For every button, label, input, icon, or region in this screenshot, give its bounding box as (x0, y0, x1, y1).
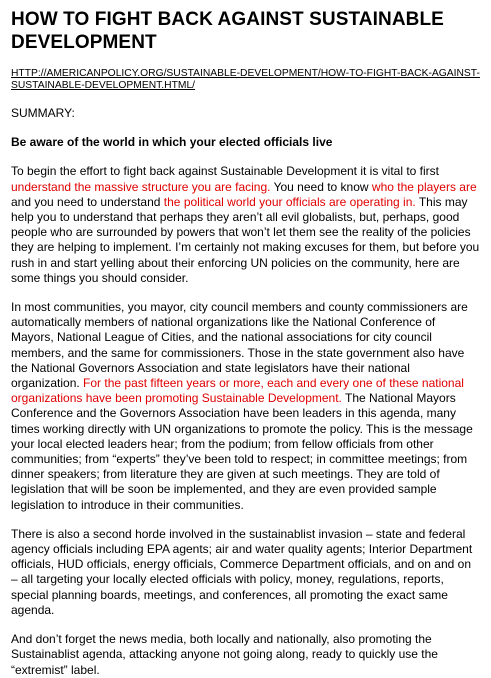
source-link[interactable]: HTTP://AMERICANPOLICY.ORG/SUSTAINABLE-DEVELOPMENT/HOW-TO-FIGHT-BACK-AGAINST-SUSTAINABLE-DEVELOPMENT.HTML/ (11, 68, 480, 91)
document-title: HOW TO FIGHT BACK AGAINST SUSTAINABLE DEVELOPMENT (11, 9, 444, 53)
body-paragraph (11, 300, 480, 513)
paragraph-text: and you need to understand (11, 194, 164, 209)
highlighted-text: the political world your officials are operating in. (163, 194, 416, 209)
body-paragraph (11, 632, 480, 678)
body-text (11, 164, 480, 677)
paragraph-text: In most communities, you mayor, city council members and county commissioners are automatically members of national organizations like the National Conference of Mayors, National League of Cities, and the national associations for city council members, and the same for commissioners. Those in the state government also have the National Governors Association and state legislators have their national organization. (11, 300, 468, 391)
paragraph-text: You need to know (270, 179, 372, 194)
body-paragraph (11, 527, 480, 618)
section-subheading: Be aware of the world in which your elected officials live (11, 135, 333, 150)
highlighted-text: who the players are (371, 179, 477, 194)
paragraph-text: And don’t forget the news media, both locally and nationally, also promoting the Sustainablist agenda, attacking anyone not going along, ready to quickly use the “extremist” label. (11, 632, 438, 677)
highlighted-text: understand the massive structure you are facing. (11, 179, 271, 194)
paragraph-text: To begin the effort to fight back against Sustainable Development it is vital to first (11, 164, 440, 179)
body-paragraph (11, 164, 480, 286)
highlighted-text: For the past fifteen years or more, each and every one of these national organizations have been promoting Sustainable Development. (11, 376, 464, 406)
summary-label: SUMMARY: (11, 106, 75, 120)
paragraph-text: There is also a second horde involved in the sustainablist invasion – state and federal agency officials including EPA agents; air and water quality agents; Interior Department officials, HUD officials, energy officials, Commerce Department officials, and on and on – all targeting your locally elected officials with policy, money, regulations, reports, special planning boards, meetings, and conferences, all promoting the exact same agenda. (11, 526, 473, 617)
paragraph-text: The National Mayors Conference and the Governors Association have been leaders in this agenda, many times working directly with UN organizations to promote the policy. This is the message your local elected leaders hear; from the podium; from fellow officials from other communities; from “experts” they’ve been told to respect; in committee meetings; from dinner speakers; from literature they are given at such meetings. They are told of legislation that will be soon be implemented, and they are even provided sample legislation to introduce in their communities. (11, 391, 473, 512)
paragraph-text: This may help you to understand that perhaps they aren’t all evil globalists, but, perhaps, good people who are surrounded by powers that won’t let them see the reality of the policies they are helping to implement. I’m certainly not making excuses for them, but before you rush in and start yelling about their enforcing UN policies on the community, here are some things you should consider. (11, 194, 480, 285)
